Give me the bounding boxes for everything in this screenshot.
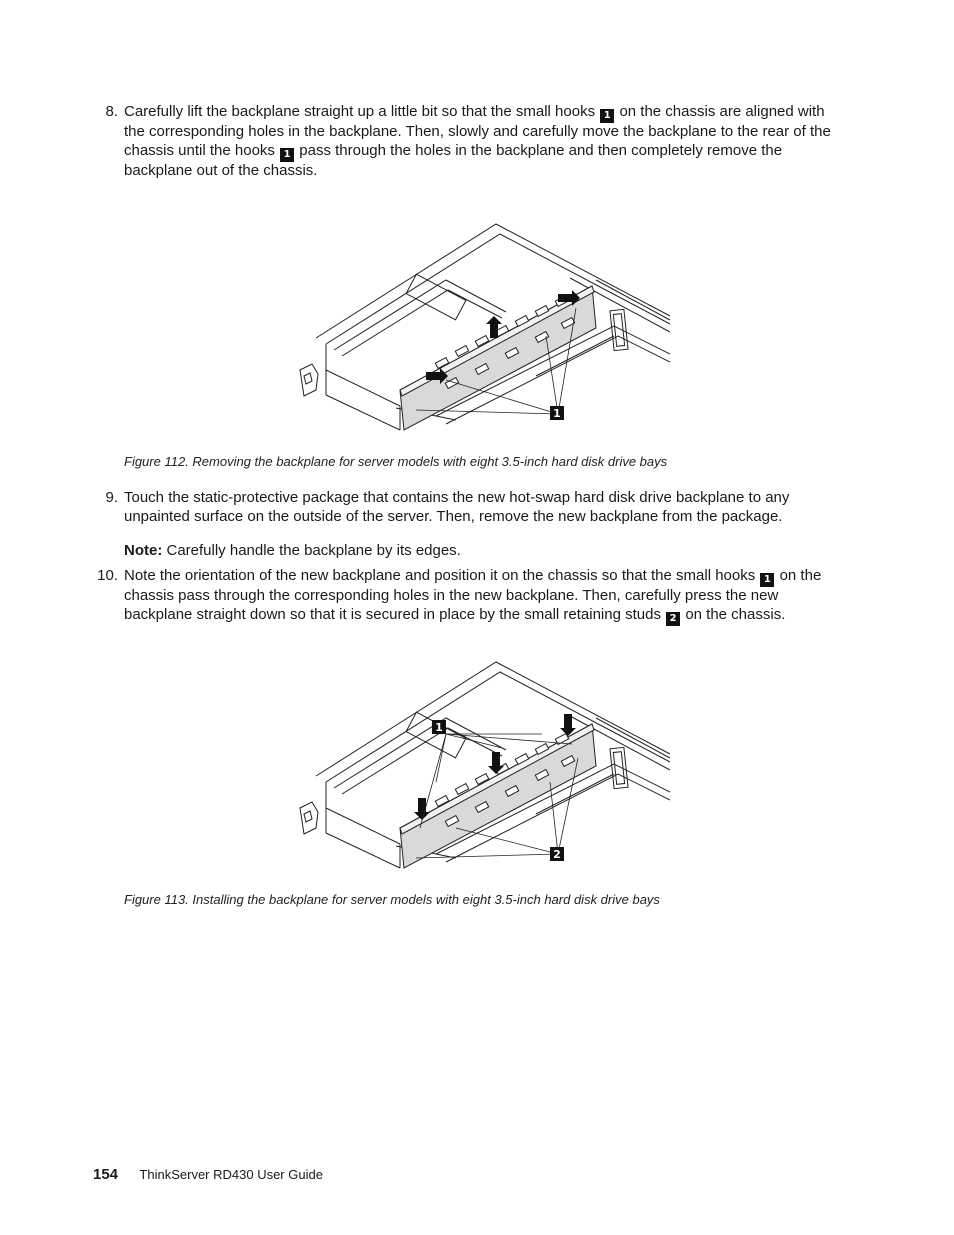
figure-113-illustration (296, 658, 670, 870)
callout-1: 1 (760, 573, 774, 587)
note-text: Carefully handle the backplane by its edges. (166, 542, 461, 559)
figure-112-illustration (296, 220, 670, 432)
step-text: Touch the static-protective package that contains the new hot-swap hard disk drive backplane to any unpainted surface on the outside of the server. Then, remove the new backplane from the package. (124, 489, 790, 525)
step-text: Note the orientation of the new backplane and position it on the chassis so that the small hooks 1 on the chassis pass through the corresponding holes in the new backplane. Then, carefully press the new backplane straight down so that it is secured in place by the small retaining studs 2 on the chassis. (124, 567, 822, 624)
step-number: 10. (97, 567, 118, 584)
page-number: 154 (93, 1166, 119, 1183)
page-footer (93, 1166, 323, 1183)
step-number: 8. (105, 103, 118, 120)
callout-2: 2 (666, 612, 680, 626)
document-title: ThinkServer RD430 User Guide (139, 1167, 323, 1182)
callout-1: 1 (600, 109, 614, 123)
callout-label: 1 (553, 407, 561, 420)
step-number: 9. (105, 489, 118, 506)
note (124, 542, 461, 559)
callout-2-label: 2 (553, 848, 561, 861)
callout-1: 1 (280, 148, 294, 162)
note-label: Note: (124, 542, 163, 559)
figure-113-caption: Figure 113. Installing the backplane for server models with eight 3.5-inch hard disk drive bays (124, 892, 660, 907)
figure-112-caption: Figure 112. Removing the backplane for server models with eight 3.5-inch hard disk drive bays (124, 454, 668, 469)
step-text: Carefully lift the backplane straight up a little bit so that the small hooks 1 on the chassis are aligned with the corresponding holes in the backplane. Then, slowly and carefully move the backplane to the rear of the chassis until the hooks 1 pass through the holes in the backplane and then completely remove the backplane out of the chassis. (124, 103, 831, 179)
callout-1-label: 1 (435, 721, 443, 734)
